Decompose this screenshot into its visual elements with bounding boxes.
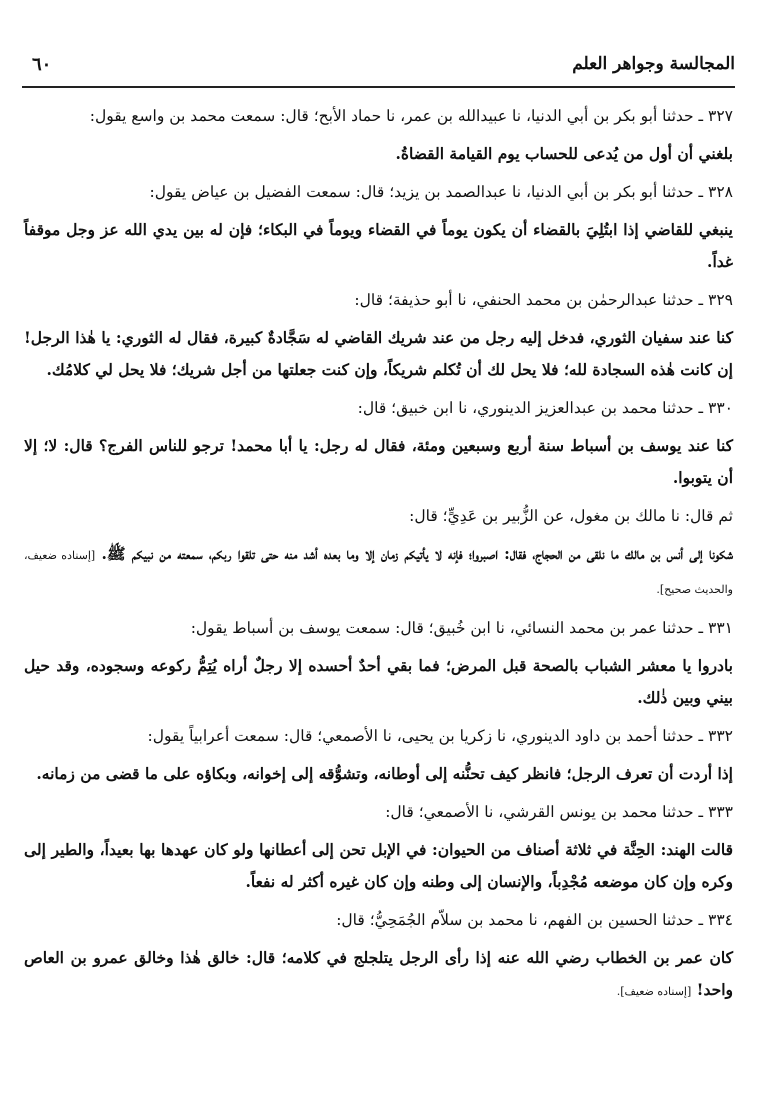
isnad-328: ٣٢٨ ـ حدثنا أبو بكر بن أبي الدنيا، نا عبدالصمد بن يزيد؛ قال: سمعت الفضيل بن عياض يقول: — [149, 183, 733, 201]
isnad-330-b: ثم قال: نا مالك بن مغول، عن الزُّبير بن عَدِيٍّ؛ قال: — [409, 507, 733, 525]
isnad-332: ٣٣٢ ـ حدثنا أحمد بن داود الدينوري، نا زكريا بن يحيى، نا الأصمعي؛ قال: سمعت أعرابياً يقول: — [147, 727, 733, 745]
matn-330-b — [24, 538, 733, 606]
matn-330: كنا عند يوسف بن أسباط سنة أربع وسبعين ومئة، فقال له رجل: يا أبا محمد! ترجو للناس الفرج؟ قال: لا؛ إلا أن يتوبوا. — [24, 436, 733, 487]
isnad-334: ٣٣٤ ـ حدثنا الحسين بن الفهم، نا محمد بن سلاّم الجُمَحِيُّ؛ قال: — [336, 911, 733, 929]
isnad-327: ٣٢٧ ـ حدثنا أبو بكر بن أبي الدنيا، نا عبيدالله بن عمر، نا حماد الأبح؛ قال: سمعت محمد بن واسع يقول: — [89, 107, 733, 125]
matn-330-b-text: شكونا إلى أنس بن مالك ما نلقى من الحجاج، فقال: اصبروا؛ فإنه لا يأتيكم زمان إلا وما بعده أشد منه حتى تلقوا ربكم، سمعته من نبيكم ﷺ. — [101, 544, 734, 563]
matn-334 — [24, 942, 733, 1008]
isnad-329: ٣٢٩ ـ حدثنا عبدالرحمٰن بن محمد الحنفي، نا أبو حذيفة؛ قال: — [354, 291, 733, 309]
book-title: المجالسة وجواهر العلم — [572, 54, 735, 74]
matn-333: قالت الهند: الحِنَّة في ثلاثة أصناف من الحيوان: في الإبل تحن إلى أعطانها ولو كان عهدها بها بعيداً، والطير إلى وكره وإن كان موضعه مُجْدِباً، والإنسان إلى وطنه وإن كان غيره أكثر له نفعاً. — [24, 840, 733, 891]
grading-note: [إسناده ضعيف]. — [616, 985, 692, 998]
matn-329: كنا عند سفيان الثوري، فدخل إليه رجل من عند شريك القاضي له سَجَّادةٌ كبيرة، فقال له الثوري: يا هٰذا الرجل! إن كانت هٰذه السجادة لله؛ فلا يحل لك أن تُكلم شريكاً، وإن كنت جعلتها من أجل شريك؛ فلا يحل لي كلامُك. — [24, 328, 733, 379]
isnad-333: ٣٣٣ ـ حدثنا محمد بن يونس القرشي، نا الأصمعي؛ قال: — [385, 803, 733, 821]
matn-334-text: كان عمر بن الخطاب رضي الله عنه إذا رأى الرجل يتلجلج في كلامه؛ قال: خالق هٰذا وخالق عمرو بن العاص واحد! — [24, 948, 733, 999]
grading-note: [إسناده ضعيف، والحديث صحيح]. — [24, 549, 733, 596]
matn-327: بلغني أن أول من يُدعى للحساب يوم القيامة القضاةُ. — [395, 144, 733, 163]
page-header — [22, 54, 735, 84]
isnad-330: ٣٣٠ ـ حدثنا محمد بن عبدالعزيز الدينوري، نا ابن خبيق؛ قال: — [357, 399, 733, 417]
matn-331: بادروا يا معشر الشباب بالصحة قبل المرض؛ فما بقي أحدٌ أحسده إلا رجلٌ أراه يُتِمُّ ركوعه وسجوده، وقد حيل بيني وبين ذٰلك. — [24, 656, 733, 707]
matn-332: إذا أردت أن تعرف الرجل؛ فانظر كيف تحنُّنه إلى أوطانه، وتشوُّقه إلى إخوانه، وبكاؤه على ما قضى من زمانه. — [36, 764, 733, 783]
matn-328: ينبغي للقاضي إذا ابتُلِيَ بالقضاء أن يكون يوماً في القضاء ويوماً في البكاء؛ فإن له بين يدي الله عز وجل موقفاً غداً. — [24, 220, 733, 271]
page-number: ٦٠ — [32, 54, 52, 75]
header-divider — [22, 86, 735, 88]
isnad-331: ٣٣١ ـ حدثنا عمر بن محمد النسائي، نا ابن خُبيق؛ قال: سمعت يوسف بن أسباط يقول: — [190, 619, 733, 637]
page-body — [24, 100, 733, 1014]
